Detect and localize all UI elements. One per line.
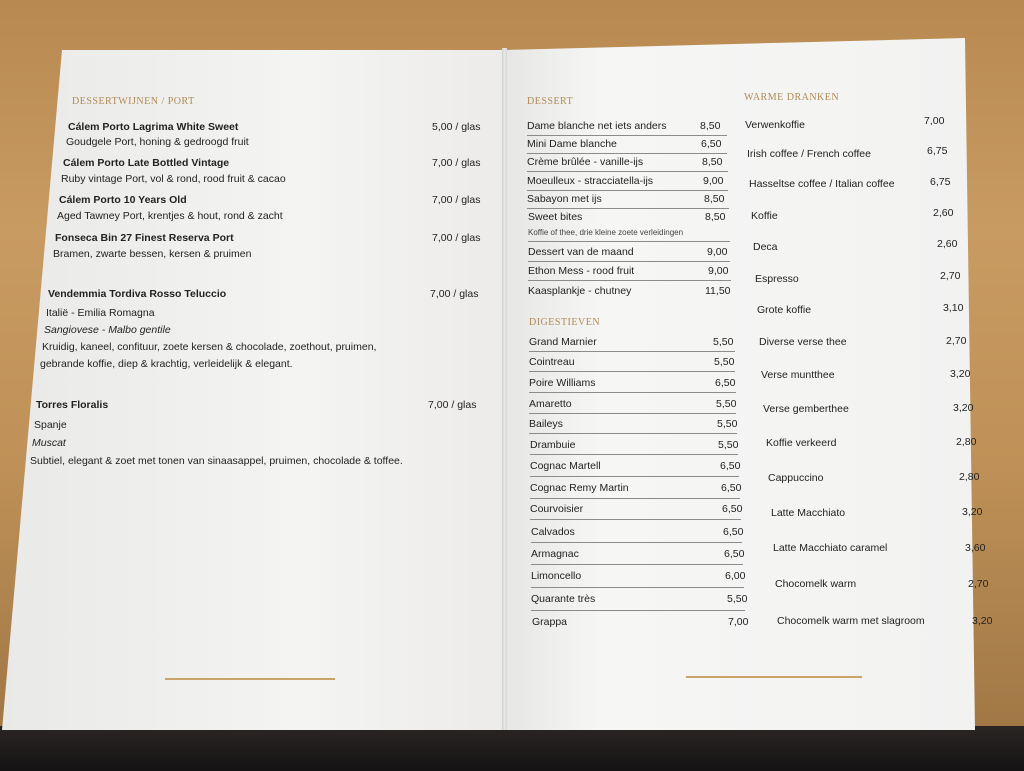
warme-drank-price: 2,80: [959, 471, 980, 483]
dessert-price: 8,50: [704, 193, 725, 205]
warme-drank-price: 6,75: [927, 145, 948, 157]
digestief-price: 5,50: [727, 593, 748, 605]
row-divider: [531, 587, 744, 588]
vendemmia-description: Kruidig, kaneel, confituur, zoete kersen & chocolade, zoethout, pruimen,: [42, 341, 377, 353]
digestief-price: 6,50: [723, 526, 744, 538]
dessert-item: Crème brûlée - vanille-ijs: [527, 156, 644, 168]
warme-drank-item: Latte Macchiato caramel: [773, 542, 888, 554]
row-divider: [527, 171, 728, 172]
row-divider: [531, 564, 743, 565]
wine-name: Cálem Porto Lagrima White Sweet: [68, 121, 239, 133]
warme-drank-price: 3,10: [943, 302, 964, 314]
warme-drank-item: Cappuccino: [768, 472, 824, 484]
row-divider: [527, 190, 728, 191]
digestief-item: Cointreau: [529, 356, 575, 368]
wine-name: Cálem Porto Late Bottled Vintage: [63, 157, 230, 169]
floor-background: [0, 726, 1024, 771]
torres-description: Subtiel, elegant & zoet met tonen van sinaasappel, pruimen, chocolade & toffee.: [30, 455, 403, 467]
digestief-price: 6,50: [720, 460, 741, 472]
digestief-item: Calvados: [531, 526, 575, 538]
vendemmia-name: Vendemmia Tordiva Rosso Teluccio: [48, 288, 227, 300]
digestief-price: 6,50: [721, 482, 742, 494]
dessert-item: Dame blanche net iets anders: [527, 120, 667, 132]
digestieven-heading: DIGESTIEVEN: [529, 317, 601, 328]
row-divider: [530, 519, 741, 520]
left-page-gold-divider: [165, 678, 335, 680]
dessert-price: 8,50: [700, 120, 721, 132]
warme-drank-item: Verwenkoffie: [745, 119, 805, 131]
digestief-item: Armagnac: [531, 548, 579, 560]
sweet-bites-note: Koffie of thee, drie kleine zoete verleidingen: [528, 228, 684, 237]
warme-drank-item: Diverse verse thee: [759, 336, 847, 348]
wine-name: Cálem Porto 10 Years Old: [59, 194, 187, 206]
dessert-price: 11,50: [705, 285, 731, 297]
warme-drank-item: Grote koffie: [757, 304, 812, 316]
torres-name: Torres Floralis: [36, 399, 109, 411]
row-divider: [529, 351, 735, 352]
warme-drank-price: 3,20: [962, 506, 983, 518]
warme-drank-item: Koffie verkeerd: [766, 437, 837, 449]
wine-name: Fonseca Bin 27 Finest Reserva Port: [55, 232, 234, 244]
digestief-item: Grand Marnier: [529, 336, 597, 348]
dessert-price: 8,50: [702, 156, 723, 168]
row-divider: [529, 433, 737, 434]
digestief-item: Drambuie: [530, 439, 576, 451]
dessert-item: Sweet bites: [528, 211, 583, 223]
digestief-item: Quarante très: [531, 593, 596, 605]
digestief-price: 6,50: [724, 548, 745, 560]
dessert-item: Sabayon met ijs: [527, 193, 602, 205]
wine-price: 5,00 / glas: [432, 121, 481, 133]
warme-drank-item: Verse gemberthee: [763, 403, 849, 415]
wine-description: Bramen, zwarte bessen, kersen & pruimen: [53, 248, 252, 260]
row-divider: [531, 610, 745, 611]
dessert-item: Dessert van de maand: [528, 246, 634, 258]
torres-region: Spanje: [34, 419, 67, 431]
digestief-item: Cognac Martell: [530, 460, 601, 472]
wine-description: Goudgele Port, honing & gedroogd fruit: [66, 136, 249, 148]
row-divider: [530, 476, 739, 477]
dessert-price: 9,00: [703, 175, 724, 187]
row-divider: [528, 241, 730, 242]
dessert-item: Kaasplankje - chutney: [528, 285, 632, 297]
wine-price: 7,00 / glas: [432, 157, 481, 169]
warme-drank-price: 2,60: [933, 207, 954, 219]
digestief-price: 5,50: [716, 398, 737, 410]
dessert-price: 6,50: [701, 138, 722, 150]
wine-description: Aged Tawney Port, krentjes & hout, rond & zacht: [57, 210, 283, 222]
row-divider: [527, 153, 727, 154]
warme-dranken-heading: WARME DRANKEN: [744, 92, 840, 103]
warme-drank-price: 3,20: [972, 615, 993, 627]
digestief-item: Poire Williams: [529, 377, 596, 389]
warme-drank-item: Chocomelk warm met slagroom: [777, 615, 925, 627]
dessert-price: 9,00: [708, 265, 729, 277]
warme-drank-item: Latte Macchiato: [771, 507, 846, 519]
warme-drank-item: Verse muntthee: [761, 369, 835, 381]
row-divider: [528, 261, 730, 262]
digestief-price: 5,50: [717, 418, 738, 430]
digestief-price: 5,50: [718, 439, 739, 451]
warme-drank-item: Hasseltse coffee / Italian coffee: [749, 178, 895, 190]
warme-drank-price: 3,20: [953, 402, 974, 414]
menu-spine: [502, 48, 507, 730]
dessertwijnen-heading: DESSERTWIJNEN / PORT: [72, 96, 195, 107]
dessert-item: Ethon Mess - rood fruit: [528, 265, 635, 277]
dessert-item: Mini Dame blanche: [527, 138, 617, 150]
warme-drank-item: Irish coffee / French coffee: [747, 148, 871, 160]
row-divider: [531, 542, 742, 543]
row-divider: [527, 135, 727, 136]
warme-drank-price: 3,60: [965, 542, 986, 554]
right-page-gold-divider: [686, 676, 862, 678]
warme-drank-item: Deca: [753, 241, 778, 253]
vendemmia-region: Italië - Emilia Romagna: [46, 307, 155, 319]
warme-drank-item: Koffie: [751, 210, 778, 222]
digestief-price: 6,50: [722, 503, 743, 515]
warme-drank-item: Espresso: [755, 273, 799, 285]
warme-drank-price: 6,75: [930, 176, 951, 188]
vendemmia-description: gebrande koffie, diep & krachtig, verleidelijk & elegant.: [40, 358, 293, 370]
vendemmia-price: 7,00 / glas: [430, 288, 479, 300]
warme-drank-price: 7,00: [924, 115, 945, 127]
dessert-heading: DESSERT: [527, 96, 574, 107]
digestief-item: Amaretto: [529, 398, 572, 410]
vendemmia-grape: Sangiovese - Malbo gentile: [44, 324, 171, 336]
row-divider: [528, 280, 731, 281]
torres-grape: Muscat: [32, 437, 66, 449]
dessert-item: Moeulleux - stracciatella-ijs: [527, 175, 654, 187]
row-divider: [527, 208, 729, 209]
digestief-price: 6,50: [715, 377, 736, 389]
row-divider: [530, 498, 740, 499]
warme-drank-price: 2,70: [940, 270, 961, 282]
digestief-item: Cognac Remy Martin: [530, 482, 629, 494]
warme-drank-price: 2,70: [946, 335, 967, 347]
digestief-item: Limoncello: [531, 570, 582, 582]
warme-drank-price: 2,60: [937, 238, 958, 250]
wine-description: Ruby vintage Port, vol & rond, rood fruit & cacao: [61, 173, 286, 185]
wine-price: 7,00 / glas: [432, 232, 481, 244]
torres-price: 7,00 / glas: [428, 399, 477, 411]
row-divider: [530, 454, 738, 455]
warme-drank-price: 3,20: [950, 368, 971, 380]
row-divider: [529, 371, 735, 372]
digestief-price: 5,50: [713, 336, 734, 348]
row-divider: [529, 413, 736, 414]
digestief-item: Courvoisier: [530, 503, 584, 515]
menu-left-page: [2, 50, 505, 730]
warme-drank-item: Chocomelk warm: [775, 578, 857, 590]
digestief-item: Baileys: [529, 418, 563, 430]
digestief-price: 5,50: [714, 356, 735, 368]
digestief-item: Grappa: [532, 616, 568, 628]
warme-drank-price: 2,80: [956, 436, 977, 448]
wine-price: 7,00 / glas: [432, 194, 481, 206]
dessert-price: 8,50: [705, 211, 726, 223]
row-divider: [529, 392, 736, 393]
digestief-price: 7,00: [728, 616, 749, 628]
digestief-price: 6,00: [725, 570, 746, 582]
warme-drank-price: 2,70: [968, 578, 989, 590]
dessert-price: 9,00: [707, 246, 728, 258]
